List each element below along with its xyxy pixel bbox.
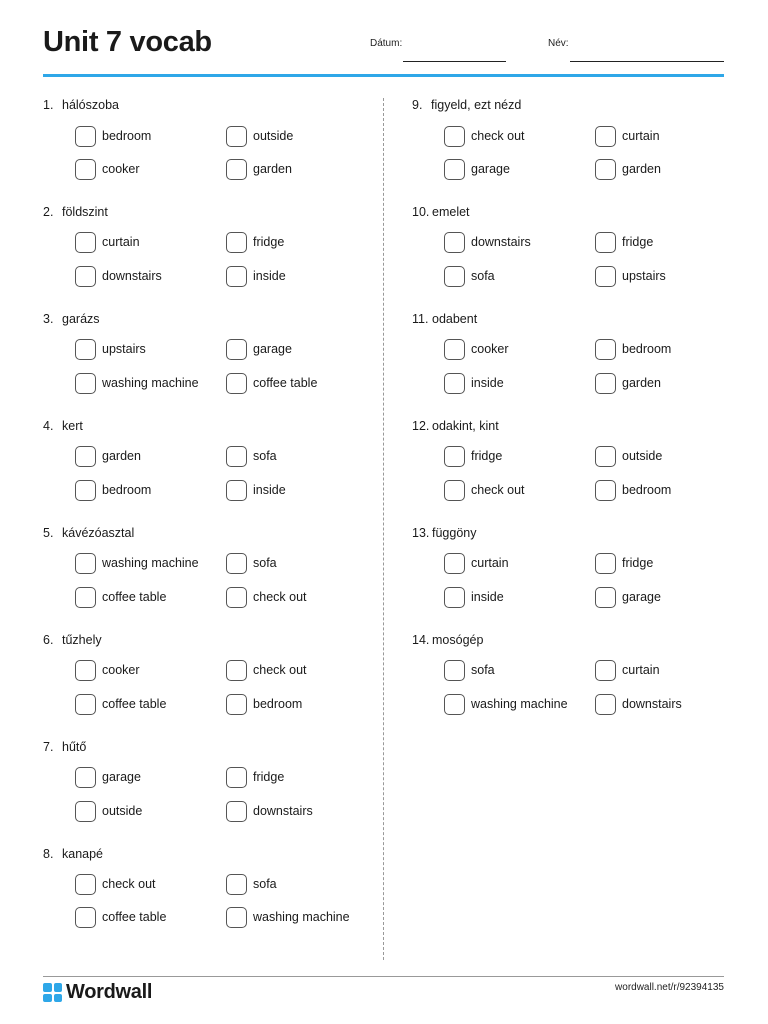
question-5	[43, 526, 373, 626]
answer-option[interactable]	[226, 659, 307, 681]
option-label: sofa	[471, 269, 495, 283]
question-number: 13.	[412, 526, 430, 540]
question-prompt: hálószoba	[62, 98, 119, 112]
answer-option[interactable]	[75, 873, 156, 895]
option-label: garage	[471, 162, 510, 176]
checkbox[interactable]	[595, 553, 616, 574]
checkbox[interactable]	[226, 266, 247, 287]
question-number: 4.	[43, 419, 54, 433]
checkbox[interactable]	[226, 907, 247, 928]
option-label: downstairs	[102, 269, 162, 283]
answer-option[interactable]	[595, 265, 666, 287]
checkbox[interactable]	[444, 480, 465, 501]
option-label: washing machine	[253, 910, 350, 924]
question-prompt: odakint, kint	[432, 419, 499, 433]
checkbox[interactable]	[75, 339, 96, 360]
answer-option[interactable]	[226, 158, 292, 180]
option-label: coffee table	[102, 697, 167, 711]
option-label: garden	[622, 162, 661, 176]
question-number: 11.	[412, 312, 429, 326]
answer-option[interactable]	[226, 552, 277, 574]
answer-option[interactable]	[226, 479, 286, 501]
checkbox[interactable]	[226, 553, 247, 574]
answer-option[interactable]	[75, 445, 141, 467]
option-label: washing machine	[102, 556, 199, 570]
question-number: 9.	[412, 98, 423, 112]
name-label: Név:	[548, 38, 569, 49]
answer-option[interactable]	[75, 552, 199, 574]
checkbox[interactable]	[595, 446, 616, 467]
question-number: 12.	[412, 419, 430, 433]
answer-option[interactable]	[595, 693, 682, 715]
question-title	[43, 312, 100, 326]
answer-option[interactable]	[444, 586, 504, 608]
question-7	[43, 740, 373, 840]
answer-option[interactable]	[595, 372, 661, 394]
question-title	[43, 526, 134, 540]
option-label: coffee table	[102, 910, 167, 924]
option-label: outside	[102, 804, 143, 818]
checkbox[interactable]	[444, 553, 465, 574]
option-label: curtain	[622, 129, 660, 143]
checkbox[interactable]	[226, 874, 247, 895]
checkbox[interactable]	[75, 480, 96, 501]
option-label: inside	[253, 269, 286, 283]
option-label: sofa	[253, 877, 277, 891]
option-label: washing machine	[471, 697, 568, 711]
name-field-line[interactable]	[570, 61, 724, 62]
answer-option[interactable]	[444, 372, 504, 394]
question-prompt: függöny	[432, 526, 477, 540]
question-title	[43, 847, 103, 861]
column-divider	[383, 98, 384, 960]
option-label: bedroom	[102, 129, 152, 143]
option-label: garden	[253, 162, 292, 176]
checkbox[interactable]	[444, 339, 465, 360]
checkbox[interactable]	[75, 159, 96, 180]
answer-option[interactable]	[226, 231, 284, 253]
checkbox[interactable]	[75, 907, 96, 928]
answer-option[interactable]	[75, 766, 141, 788]
option-label: inside	[471, 376, 504, 390]
option-label: bedroom	[253, 697, 303, 711]
answer-option[interactable]	[226, 766, 284, 788]
option-label: cooker	[102, 663, 140, 677]
question-number: 14.	[412, 633, 430, 647]
answer-option[interactable]	[444, 125, 525, 147]
question-prompt: garázs	[62, 312, 100, 326]
answer-option[interactable]	[595, 158, 661, 180]
option-label: outside	[253, 129, 294, 143]
option-label: downstairs	[622, 697, 682, 711]
answer-option[interactable]	[226, 873, 277, 895]
option-label: garden	[102, 449, 141, 463]
checkbox[interactable]	[226, 446, 247, 467]
option-label: downstairs	[253, 804, 313, 818]
question-prompt: hűtő	[62, 740, 87, 754]
answer-option[interactable]	[444, 338, 509, 360]
answer-option[interactable]	[226, 586, 307, 608]
page-title: Unit 7 vocab	[43, 26, 212, 58]
question-number: 10.	[412, 205, 430, 219]
answer-option[interactable]	[75, 479, 151, 501]
checkbox[interactable]	[595, 694, 616, 715]
question-prompt: földszint	[62, 205, 108, 219]
question-number: 8.	[43, 847, 54, 861]
checkbox[interactable]	[226, 587, 247, 608]
answer-option[interactable]	[444, 158, 510, 180]
brand-name: Wordwall	[66, 981, 153, 1003]
header-rule	[43, 74, 724, 77]
option-label: curtain	[471, 556, 509, 570]
question-9	[412, 98, 742, 198]
wordwall-logo-icon	[43, 983, 62, 1002]
answer-option[interactable]	[75, 906, 166, 928]
option-label: fridge	[253, 235, 285, 249]
checkbox[interactable]	[226, 159, 247, 180]
checkbox[interactable]	[75, 694, 96, 715]
answer-option[interactable]	[444, 445, 502, 467]
answer-option[interactable]	[226, 265, 286, 287]
answer-option[interactable]	[444, 552, 509, 574]
question-title	[412, 526, 476, 540]
question-6	[43, 633, 373, 733]
date-label: Dátum:	[370, 38, 403, 49]
answer-option[interactable]	[75, 586, 166, 608]
option-label: bedroom	[102, 483, 152, 497]
checkbox[interactable]	[226, 126, 247, 147]
answer-option[interactable]	[444, 479, 525, 501]
checkbox[interactable]	[75, 232, 96, 253]
wordwall-logo	[43, 981, 152, 1004]
checkbox[interactable]	[75, 801, 96, 822]
checkbox[interactable]	[444, 266, 465, 287]
checkbox[interactable]	[444, 232, 465, 253]
checkbox[interactable]	[595, 660, 616, 681]
answer-option[interactable]	[595, 338, 671, 360]
option-label: coffee table	[253, 376, 318, 390]
option-label: inside	[471, 590, 504, 604]
checkbox[interactable]	[595, 126, 616, 147]
question-prompt: figyeld, ezt nézd	[431, 98, 522, 112]
option-label: sofa	[253, 449, 277, 463]
question-title	[412, 419, 499, 433]
option-label: fridge	[253, 770, 285, 784]
option-label: inside	[253, 483, 286, 497]
question-title	[43, 740, 86, 754]
checkbox[interactable]	[226, 480, 247, 501]
checkbox[interactable]	[75, 660, 96, 681]
question-number: 2.	[43, 205, 54, 219]
checkbox[interactable]	[75, 553, 96, 574]
option-label: cooker	[102, 162, 140, 176]
checkbox[interactable]	[444, 587, 465, 608]
question-3	[43, 312, 373, 412]
question-title	[43, 419, 83, 433]
option-label: curtain	[102, 235, 140, 249]
answer-option[interactable]	[595, 586, 661, 608]
answer-option[interactable]	[444, 693, 568, 715]
option-label: bedroom	[622, 483, 672, 497]
checkbox[interactable]	[226, 373, 247, 394]
option-label: downstairs	[471, 235, 531, 249]
question-11	[412, 312, 742, 412]
checkbox[interactable]	[75, 874, 96, 895]
checkbox[interactable]	[444, 159, 465, 180]
option-label: cooker	[471, 342, 509, 356]
answer-option[interactable]	[75, 372, 199, 394]
question-title	[412, 98, 521, 112]
answer-option[interactable]	[226, 800, 313, 822]
option-label: check out	[102, 877, 156, 891]
question-12	[412, 419, 742, 519]
question-title	[412, 633, 483, 647]
footer-url[interactable]: wordwall.net/r/92394135	[615, 982, 724, 993]
answer-option[interactable]	[75, 158, 140, 180]
answer-option[interactable]	[595, 445, 662, 467]
option-label: upstairs	[622, 269, 666, 283]
answer-option[interactable]	[595, 479, 671, 501]
question-number: 5.	[43, 526, 54, 540]
checkbox[interactable]	[444, 694, 465, 715]
checkbox[interactable]	[75, 767, 96, 788]
checkbox[interactable]	[226, 232, 247, 253]
option-label: sofa	[253, 556, 277, 570]
question-2	[43, 205, 373, 305]
checkbox[interactable]	[75, 587, 96, 608]
question-title	[412, 205, 470, 219]
date-field-line[interactable]	[403, 61, 506, 62]
option-label: garage	[253, 342, 292, 356]
question-number: 1.	[43, 98, 54, 112]
question-number: 7.	[43, 740, 54, 754]
answer-option[interactable]	[75, 338, 146, 360]
checkbox[interactable]	[444, 373, 465, 394]
checkbox[interactable]	[75, 126, 96, 147]
option-label: garage	[622, 590, 661, 604]
checkbox[interactable]	[595, 373, 616, 394]
question-number: 6.	[43, 633, 54, 647]
checkbox[interactable]	[226, 767, 247, 788]
option-label: fridge	[622, 235, 654, 249]
question-title	[412, 312, 477, 326]
checkbox[interactable]	[595, 232, 616, 253]
checkbox[interactable]	[595, 587, 616, 608]
answer-option[interactable]	[226, 693, 302, 715]
option-label: fridge	[622, 556, 654, 570]
checkbox[interactable]	[595, 159, 616, 180]
question-prompt: tűzhely	[62, 633, 102, 647]
option-label: check out	[471, 483, 525, 497]
question-14	[412, 633, 742, 733]
option-label: garden	[622, 376, 661, 390]
answer-option[interactable]	[595, 659, 660, 681]
checkbox[interactable]	[595, 480, 616, 501]
checkbox[interactable]	[444, 660, 465, 681]
question-number: 3.	[43, 312, 54, 326]
option-label: garage	[102, 770, 141, 784]
question-10	[412, 205, 742, 305]
question-8	[43, 847, 373, 947]
question-4	[43, 419, 373, 519]
option-label: fridge	[471, 449, 503, 463]
question-title	[43, 98, 119, 112]
answer-option[interactable]	[75, 231, 140, 253]
question-title	[43, 205, 108, 219]
answer-option[interactable]	[226, 445, 277, 467]
option-label: check out	[471, 129, 525, 143]
checkbox[interactable]	[595, 266, 616, 287]
option-label: coffee table	[102, 590, 167, 604]
question-13	[412, 526, 742, 626]
option-label: upstairs	[102, 342, 146, 356]
option-label: check out	[253, 590, 307, 604]
footer-rule	[43, 976, 724, 977]
question-prompt: kert	[62, 419, 83, 433]
answer-option[interactable]	[595, 231, 653, 253]
question-prompt: kávézóasztal	[62, 526, 135, 540]
option-label: check out	[253, 663, 307, 677]
answer-option[interactable]	[226, 125, 293, 147]
checkbox[interactable]	[75, 446, 96, 467]
checkbox[interactable]	[444, 126, 465, 147]
answer-option[interactable]	[444, 231, 531, 253]
question-prompt: emelet	[432, 205, 470, 219]
answer-option[interactable]	[75, 265, 162, 287]
question-title	[43, 633, 102, 647]
answer-option[interactable]	[444, 265, 495, 287]
answer-option[interactable]	[226, 372, 317, 394]
answer-option[interactable]	[595, 125, 660, 147]
option-label: curtain	[622, 663, 660, 677]
answer-option[interactable]	[444, 659, 495, 681]
checkbox[interactable]	[226, 339, 247, 360]
checkbox[interactable]	[226, 694, 247, 715]
checkbox[interactable]	[595, 339, 616, 360]
question-prompt: odabent	[432, 312, 478, 326]
checkbox[interactable]	[75, 266, 96, 287]
answer-option[interactable]	[226, 338, 292, 360]
answer-option[interactable]	[595, 552, 653, 574]
option-label: sofa	[471, 663, 495, 677]
answer-option[interactable]	[75, 125, 151, 147]
checkbox[interactable]	[75, 373, 96, 394]
question-prompt: kanapé	[62, 847, 104, 861]
option-label: outside	[622, 449, 663, 463]
answer-option[interactable]	[75, 800, 142, 822]
checkbox[interactable]	[444, 446, 465, 467]
answer-option[interactable]	[226, 906, 350, 928]
answer-option[interactable]	[75, 693, 166, 715]
checkbox[interactable]	[226, 801, 247, 822]
option-label: washing machine	[102, 376, 199, 390]
question-prompt: mosógép	[432, 633, 484, 647]
checkbox[interactable]	[226, 660, 247, 681]
question-1	[43, 98, 373, 198]
option-label: bedroom	[622, 342, 672, 356]
answer-option[interactable]	[75, 659, 140, 681]
